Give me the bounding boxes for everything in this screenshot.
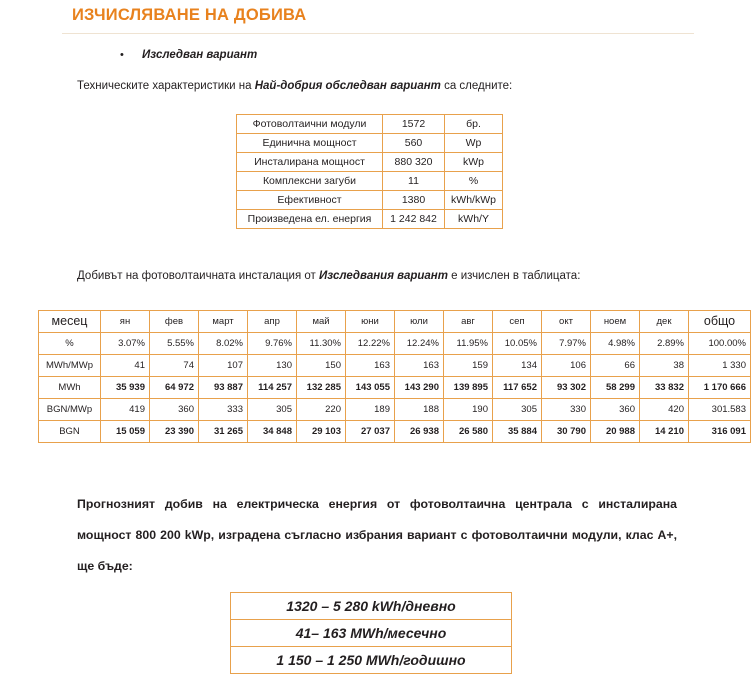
data-cell: 5.55% bbox=[150, 333, 199, 355]
tech-unit-cell: % bbox=[445, 172, 503, 191]
data-cell: 360 bbox=[150, 399, 199, 421]
bullet-marker-icon: • bbox=[120, 49, 124, 61]
mid-text-before: Добивът на фотоволтаичната инсталация от bbox=[77, 270, 319, 282]
data-cell: 189 bbox=[346, 399, 395, 421]
data-cell: 35 939 bbox=[101, 377, 150, 399]
data-cell: 419 bbox=[101, 399, 150, 421]
row-header-cell: MWh/MWp bbox=[39, 355, 101, 377]
data-cell: 190 bbox=[444, 399, 493, 421]
data-cell: 34 848 bbox=[248, 421, 297, 443]
data-cell: 163 bbox=[346, 355, 395, 377]
data-cell: 117 652 bbox=[493, 377, 542, 399]
table-row bbox=[39, 355, 751, 377]
tech-value-cell: 1572 bbox=[383, 115, 445, 134]
technical-characteristics-table bbox=[236, 114, 503, 229]
data-cell: 150 bbox=[297, 355, 346, 377]
conclusion-paragraph: Прогнозният добив на електрическа енергия от фотоволтаична централа с инсталирана мощност 800 200 kWp, изградена съгласно избрания вариант с фотоволтаични модули, клас A+, ще бъде: bbox=[77, 497, 677, 573]
data-cell: 27 037 bbox=[346, 421, 395, 443]
table-row bbox=[231, 620, 512, 647]
total-cell: 1 170 666 bbox=[689, 377, 751, 399]
tech-label-cell: Произведена ел. енергия bbox=[237, 210, 383, 229]
table-row bbox=[39, 377, 751, 399]
column-header-7: авг bbox=[444, 311, 493, 333]
row-header-cell: BGN/MWp bbox=[39, 399, 101, 421]
table-row bbox=[39, 333, 751, 355]
row-header-cell: MWh bbox=[39, 377, 101, 399]
data-cell: 305 bbox=[248, 399, 297, 421]
tech-label-cell: Комплексни загуби bbox=[237, 172, 383, 191]
data-cell: 134 bbox=[493, 355, 542, 377]
tech-label-cell: Фотоволтаични модули bbox=[237, 115, 383, 134]
data-cell: 64 972 bbox=[150, 377, 199, 399]
column-header-3: апр bbox=[248, 311, 297, 333]
column-header-5: юни bbox=[346, 311, 395, 333]
data-cell: 93 302 bbox=[542, 377, 591, 399]
data-cell: 106 bbox=[542, 355, 591, 377]
tech-value-cell: 1380 bbox=[383, 191, 445, 210]
data-cell: 3.07% bbox=[101, 333, 150, 355]
tech-value-cell: 11 bbox=[383, 172, 445, 191]
tech-unit-cell: kWh/Y bbox=[445, 210, 503, 229]
forecast-result-table bbox=[230, 592, 512, 674]
title-divider bbox=[62, 33, 694, 34]
monthly-yield-body bbox=[39, 333, 751, 443]
table-row bbox=[237, 153, 503, 172]
result-daily-cell: 1320 – 5 280 kWh/дневно bbox=[231, 593, 512, 620]
table-row bbox=[39, 421, 751, 443]
tech-label-cell: Ефективност bbox=[237, 191, 383, 210]
data-cell: 41 bbox=[101, 355, 150, 377]
mid-text-emphasis: Изследвания вариант bbox=[319, 270, 448, 282]
data-cell: 163 bbox=[395, 355, 444, 377]
intro-paragraph bbox=[77, 80, 512, 92]
column-header-11: дек bbox=[640, 311, 689, 333]
column-header-9: окт bbox=[542, 311, 591, 333]
data-cell: 30 790 bbox=[542, 421, 591, 443]
tech-label-cell: Инсталирана мощност bbox=[237, 153, 383, 172]
data-cell: 31 265 bbox=[199, 421, 248, 443]
table-row bbox=[231, 647, 512, 674]
data-cell: 12.24% bbox=[395, 333, 444, 355]
page-title: ИЗЧИСЛЯВАНЕ НА ДОБИВА bbox=[72, 6, 307, 24]
tech-value-cell: 560 bbox=[383, 134, 445, 153]
monthly-yield-head bbox=[39, 311, 751, 333]
tech-unit-cell: kWh/kWp bbox=[445, 191, 503, 210]
data-cell: 139 895 bbox=[444, 377, 493, 399]
data-cell: 305 bbox=[493, 399, 542, 421]
data-cell: 130 bbox=[248, 355, 297, 377]
intro-text-after: са следните: bbox=[440, 80, 513, 92]
table-row bbox=[39, 399, 751, 421]
data-cell: 12.22% bbox=[346, 333, 395, 355]
data-cell: 26 580 bbox=[444, 421, 493, 443]
table-row bbox=[237, 115, 503, 134]
data-cell: 10.05% bbox=[493, 333, 542, 355]
data-cell: 333 bbox=[199, 399, 248, 421]
data-cell: 9.76% bbox=[248, 333, 297, 355]
data-cell: 107 bbox=[199, 355, 248, 377]
column-header-6: юли bbox=[395, 311, 444, 333]
bullet-item bbox=[120, 49, 257, 61]
tech-value-cell: 880 320 bbox=[383, 153, 445, 172]
column-header-month: месец bbox=[39, 311, 101, 333]
data-cell: 14 210 bbox=[640, 421, 689, 443]
mid-text-after: е изчислен в таблицата: bbox=[447, 270, 581, 282]
data-cell: 23 390 bbox=[150, 421, 199, 443]
table-header-row bbox=[39, 311, 751, 333]
result-yearly-cell: 1 150 – 1 250 MWh/годишно bbox=[231, 647, 512, 674]
data-cell: 143 290 bbox=[395, 377, 444, 399]
bullet-item-label: Изследван вариант bbox=[142, 49, 258, 61]
data-cell: 38 bbox=[640, 355, 689, 377]
data-cell: 188 bbox=[395, 399, 444, 421]
table-row bbox=[231, 593, 512, 620]
data-cell: 11.30% bbox=[297, 333, 346, 355]
row-header-cell: % bbox=[39, 333, 101, 355]
data-cell: 66 bbox=[591, 355, 640, 377]
data-cell: 8.02% bbox=[199, 333, 248, 355]
monthly-yield-table bbox=[38, 310, 751, 443]
column-header-1: фев bbox=[150, 311, 199, 333]
total-cell: 316 091 bbox=[689, 421, 751, 443]
technical-characteristics-body bbox=[237, 115, 503, 229]
data-cell: 35 884 bbox=[493, 421, 542, 443]
column-header-0: ян bbox=[101, 311, 150, 333]
column-header-8: сеп bbox=[493, 311, 542, 333]
tech-unit-cell: Wp bbox=[445, 134, 503, 153]
data-cell: 33 832 bbox=[640, 377, 689, 399]
data-cell: 4.98% bbox=[591, 333, 640, 355]
row-header-cell: BGN bbox=[39, 421, 101, 443]
data-cell: 15 059 bbox=[101, 421, 150, 443]
intro-text-before: Техническите характеристики на bbox=[77, 80, 255, 92]
result-monthly-cell: 41– 163 MWh/месечно bbox=[231, 620, 512, 647]
table-row bbox=[237, 134, 503, 153]
total-cell: 1 330 bbox=[689, 355, 751, 377]
data-cell: 7.97% bbox=[542, 333, 591, 355]
data-cell: 26 938 bbox=[395, 421, 444, 443]
data-cell: 360 bbox=[591, 399, 640, 421]
tech-value-cell: 1 242 842 bbox=[383, 210, 445, 229]
table-row bbox=[237, 191, 503, 210]
table-row bbox=[237, 210, 503, 229]
data-cell: 2.89% bbox=[640, 333, 689, 355]
data-cell: 11.95% bbox=[444, 333, 493, 355]
data-cell: 58 299 bbox=[591, 377, 640, 399]
data-cell: 93 887 bbox=[199, 377, 248, 399]
data-cell: 159 bbox=[444, 355, 493, 377]
data-cell: 20 988 bbox=[591, 421, 640, 443]
monthly-table-intro-paragraph bbox=[77, 270, 580, 282]
forecast-result-body bbox=[231, 593, 512, 674]
tech-label-cell: Единична мощност bbox=[237, 134, 383, 153]
data-cell: 29 103 bbox=[297, 421, 346, 443]
total-cell: 100.00% bbox=[689, 333, 751, 355]
data-cell: 74 bbox=[150, 355, 199, 377]
tech-unit-cell: бр. bbox=[445, 115, 503, 134]
column-header-total: общо bbox=[689, 311, 751, 333]
data-cell: 143 055 bbox=[346, 377, 395, 399]
column-header-10: ноем bbox=[591, 311, 640, 333]
tech-unit-cell: kWp bbox=[445, 153, 503, 172]
data-cell: 132 285 bbox=[297, 377, 346, 399]
data-cell: 420 bbox=[640, 399, 689, 421]
table-row bbox=[237, 172, 503, 191]
data-cell: 114 257 bbox=[248, 377, 297, 399]
data-cell: 330 bbox=[542, 399, 591, 421]
intro-text-emphasis: Най-добрия обследван вариант bbox=[254, 80, 441, 92]
total-cell: 301.583 bbox=[689, 399, 751, 421]
column-header-2: март bbox=[199, 311, 248, 333]
column-header-4: май bbox=[297, 311, 346, 333]
data-cell: 220 bbox=[297, 399, 346, 421]
